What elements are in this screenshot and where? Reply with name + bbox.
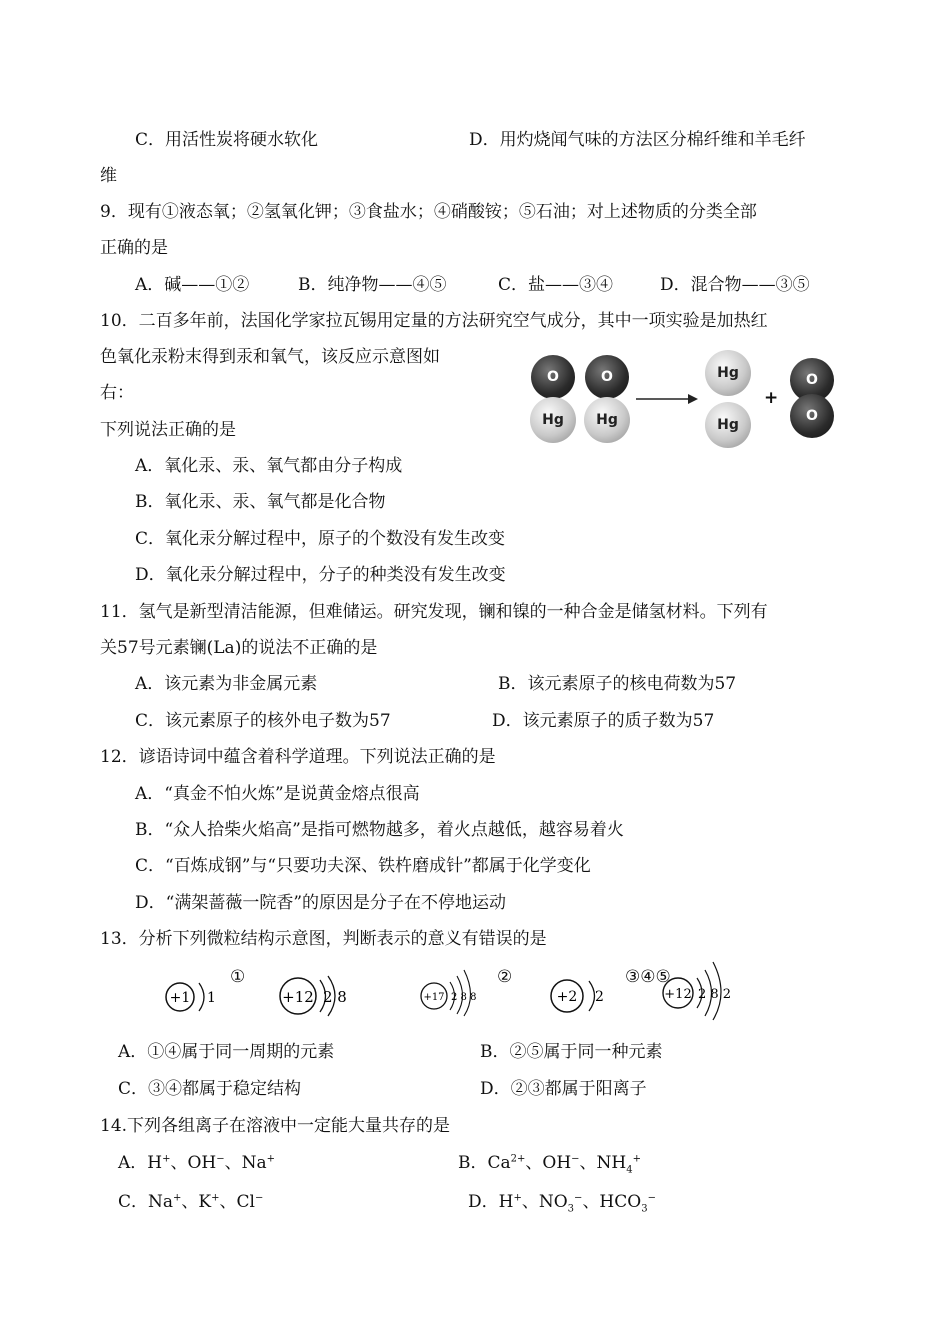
shell-electrons: 2	[595, 989, 604, 1005]
q10-option-a: A．氧化汞、汞、氧气都由分子构成	[135, 456, 403, 476]
q10-stem-line3: 右：	[100, 383, 134, 403]
q13-option-b: B．②⑤属于同一种元素	[480, 1042, 663, 1062]
q10-option-b: B．氧化汞、汞、氧气都是化合物	[135, 492, 386, 512]
q14-option-b: B．$Ca^{2+}$、OH−、$NH_4^+$	[458, 1153, 642, 1176]
q11-option-d: D．该元素原子的质子数为57	[492, 711, 715, 731]
q10-stem-line4: 下列说法正确的是	[100, 420, 236, 440]
q8-option-c: C．用活性炭将硬水软化	[135, 130, 319, 150]
q11-stem-line2: 关57号元素镧(La)的说法不正确的是	[100, 638, 378, 658]
q11-option-a: A．该元素为非金属元素	[135, 674, 318, 694]
mercury-atom: Hg	[584, 397, 630, 443]
q14-stem: 14.下列各组离子在溶液中一定能大量共存的是	[100, 1116, 451, 1136]
oxygen-atom: O	[790, 394, 834, 438]
nucleus-charge: +1	[169, 990, 191, 1006]
structure-label: ②	[497, 967, 513, 987]
q13-option-a: A．①④属于同一周期的元素	[118, 1042, 335, 1062]
nucleus-charge: +17	[423, 992, 445, 1003]
mercury-atom: Hg	[705, 350, 751, 396]
atom-structure-diagram	[278, 974, 368, 1023]
q10-option-c: C．氧化汞分解过程中，原子的个数没有发生改变	[135, 529, 506, 549]
q13-stem: 13．分析下列微粒结构示意图，判断表示的意义有错误的是	[100, 929, 547, 949]
q10-stem-line1: 10．二百多年前，法国化学家拉瓦锡用定量的方法研究空气成分，其中一项实验是加热红	[100, 311, 768, 331]
shell-electrons: 2 8 8	[451, 992, 477, 1003]
q11-option-c: C．该元素原子的核外电子数为57	[135, 711, 391, 731]
q13-option-d: D．②③都属于阳离子	[480, 1079, 647, 1099]
mercury-atom: Hg	[530, 397, 576, 443]
q9-stem-line2: 正确的是	[100, 238, 168, 258]
q9-option-d: D．混合物——③⑤	[660, 275, 810, 295]
q10-stem-line2: 色氧化汞粉末得到汞和氧气，该反应示意图如	[100, 347, 440, 367]
q11-stem-line1: 11．氢气是新型清洁能源，但难储运。研究发现，镧和镍的一种合金是储氢材料。下列有	[100, 602, 768, 622]
shell-electrons: 2 8 2	[698, 987, 732, 1002]
shell-electrons: 1	[207, 990, 216, 1006]
q12-option-b: B．“众人拾柴火焰高”是指可燃物越多，着火点越低，越容易着火	[135, 820, 624, 840]
q12-option-d: D．“满架蔷薇一院香”的原因是分子在不停地运动	[135, 893, 507, 913]
plus-sign: +	[764, 388, 779, 408]
atom-structure-diagram	[549, 976, 609, 1021]
nucleus-charge: +12	[664, 987, 692, 1002]
nucleus-charge: +2	[556, 989, 578, 1005]
structure-label: ③④⑤	[625, 967, 671, 987]
q12-stem: 12．谚语诗词中蕴含着科学道理。下列说法正确的是	[100, 747, 496, 767]
atom-structure-diagram	[660, 960, 740, 1025]
structure-label: ①	[230, 967, 246, 987]
q12-option-c: C．“百炼成钢”与“只要功夫深、铁杵磨成针”都属于化学变化	[135, 856, 591, 876]
q8-option-d: D．用灼烧闻气味的方法区分棉纤维和羊毛纤	[469, 130, 806, 150]
oxygen-atom: O	[531, 355, 575, 399]
reaction-arrow	[636, 392, 698, 406]
q8-option-d-continued: 维	[100, 166, 117, 186]
q9-stem-line1: 9．现有①液态氧；②氢氧化钾；③食盐水；④硝酸铵；⑤石油；对上述物质的分类全部	[100, 202, 757, 222]
atom-structure-diagram	[165, 980, 215, 1021]
q9-option-a: A．碱——①②	[135, 275, 250, 295]
shell-electrons: 2 8	[323, 988, 347, 1006]
q10-option-d: D．氧化汞分解过程中，分子的种类没有发生改变	[135, 565, 506, 585]
q9-option-c: C．盐——③④	[498, 275, 614, 295]
q14-option-a: A．H+、OH−、Na+	[118, 1153, 276, 1173]
q12-option-a: A．“真金不怕火炼”是说黄金熔点很高	[135, 784, 420, 804]
oxygen-atom: O	[585, 355, 629, 399]
nucleus-charge: +12	[282, 988, 314, 1006]
mercury-atom: Hg	[705, 402, 751, 448]
oxygen-atom: O	[790, 358, 834, 402]
q13-option-c: C．③④都属于稳定结构	[118, 1079, 302, 1099]
atom-structure-diagram	[420, 968, 490, 1021]
q14-option-c: C．Na+、K+、Cl−	[118, 1192, 264, 1212]
q14-option-d: D．H+、$NO_3^-$、$HCO_3^-$	[468, 1192, 656, 1215]
q11-option-b: B．该元素原子的核电荷数为57	[498, 674, 737, 694]
q9-option-b: B．纯净物——④⑤	[298, 275, 447, 295]
